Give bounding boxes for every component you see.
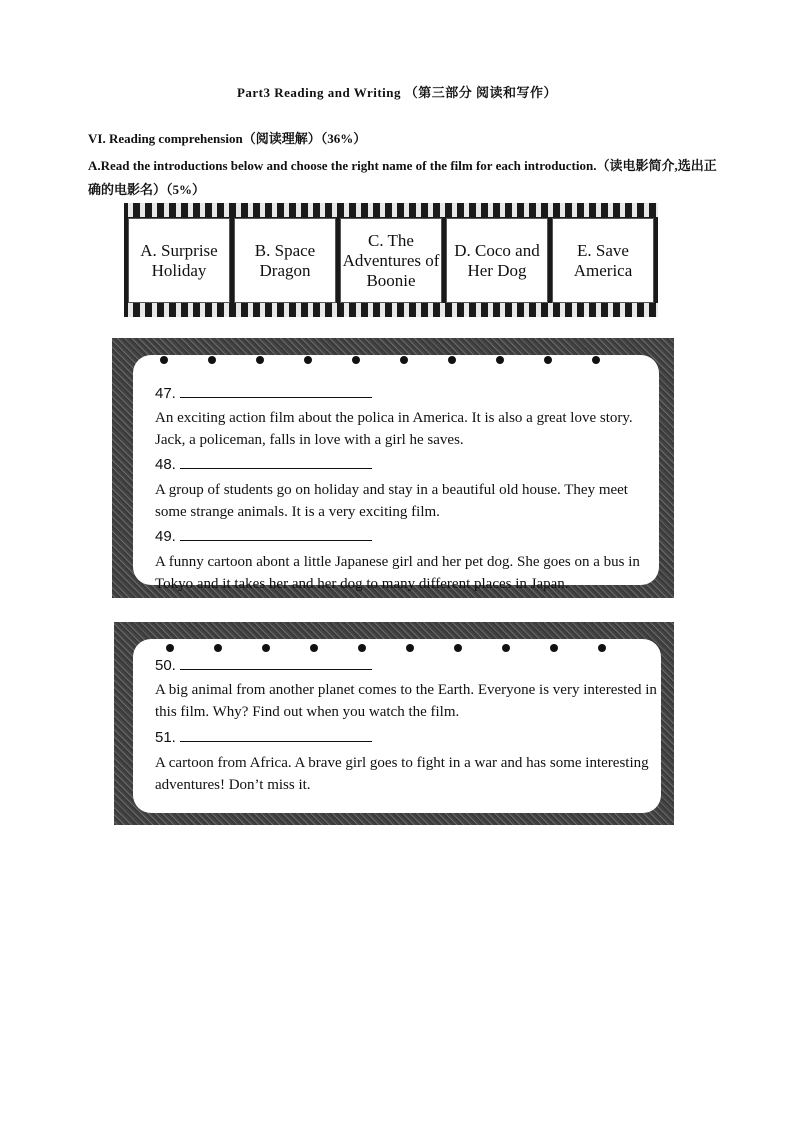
description-51: A cartoon from Africa. A brave girl goes to fight in a war and has some interesting adventures! Don’t miss it. xyxy=(155,755,649,793)
page-title: Part3 Reading and Writing （第三部分 阅读和写作） xyxy=(236,85,558,100)
description-49: A funny cartoon abont a little Japanese girl and her pet dog. She goes on a bus in Tokyo and it takes her and her dog to many different places in Japan. xyxy=(155,554,640,592)
ring-icon xyxy=(592,356,600,364)
binder-rings xyxy=(166,644,606,652)
binder-rings xyxy=(160,356,600,364)
answer-blank-49[interactable] xyxy=(180,529,372,541)
ring-icon xyxy=(496,356,504,364)
question-number: 47. xyxy=(155,385,176,402)
ring-icon xyxy=(160,356,168,364)
question-number: 50. xyxy=(155,657,176,674)
ring-icon xyxy=(502,644,510,652)
film-strip xyxy=(124,203,658,317)
film-perforations-top xyxy=(124,203,658,217)
answer-blank-51[interactable] xyxy=(180,730,372,742)
question-49 xyxy=(155,528,372,545)
ring-icon xyxy=(598,644,606,652)
description-48: A group of students go on holiday and stay in a beautiful old house. They meet some strange animals. It is a very exciting film. xyxy=(155,482,628,520)
film-perforations-bottom xyxy=(124,303,658,317)
ring-icon xyxy=(358,644,366,652)
description-50: A big animal from another planet comes to the Earth. Everyone is very interested in this film. Why? Find out when you watch the film. xyxy=(155,682,657,720)
ring-icon xyxy=(262,644,270,652)
question-number: 48. xyxy=(155,456,176,473)
ring-icon xyxy=(310,644,318,652)
film-frames xyxy=(128,218,654,303)
question-48 xyxy=(155,456,372,473)
ring-icon xyxy=(166,644,174,652)
ring-icon xyxy=(448,356,456,364)
ring-icon xyxy=(214,644,222,652)
film-option-c: C. The Adventures of Boonie xyxy=(340,218,442,303)
answer-blank-50[interactable] xyxy=(180,658,372,670)
ring-icon xyxy=(400,356,408,364)
film-option-a: A. Surprise Holiday xyxy=(128,218,230,303)
question-50 xyxy=(155,657,372,674)
ring-icon xyxy=(256,356,264,364)
ring-icon xyxy=(550,644,558,652)
note-card-1 xyxy=(133,355,659,592)
ring-icon xyxy=(352,356,360,364)
ring-icon xyxy=(208,356,216,364)
note-board-2 xyxy=(114,622,674,825)
note-board-1 xyxy=(112,338,674,598)
question-51 xyxy=(155,729,372,746)
film-option-e: E. Save America xyxy=(552,218,654,303)
ring-icon xyxy=(454,644,462,652)
description-47: An exciting action film about the polica in America. It is also a great love story. Jack, a policeman, falls in love with a girl he saves. xyxy=(155,410,633,448)
section-heading: VI. Reading comprehension（阅读理解）（36%） xyxy=(88,131,367,146)
film-option-b: B. Space Dragon xyxy=(234,218,336,303)
question-number: 51. xyxy=(155,729,176,746)
film-option-d: D. Coco and Her Dog xyxy=(446,218,548,303)
ring-icon xyxy=(304,356,312,364)
note-card-2 xyxy=(133,639,661,813)
answer-blank-47[interactable] xyxy=(180,386,372,398)
instruction-text: A.Read the introductions below and choose the right name of the film for each introduction.（读电影简介,选出正确的电影名）（5%） xyxy=(88,158,717,197)
question-number: 49. xyxy=(155,528,176,545)
answer-blank-48[interactable] xyxy=(180,457,372,469)
question-47 xyxy=(155,385,372,402)
ring-icon xyxy=(544,356,552,364)
ring-icon xyxy=(406,644,414,652)
